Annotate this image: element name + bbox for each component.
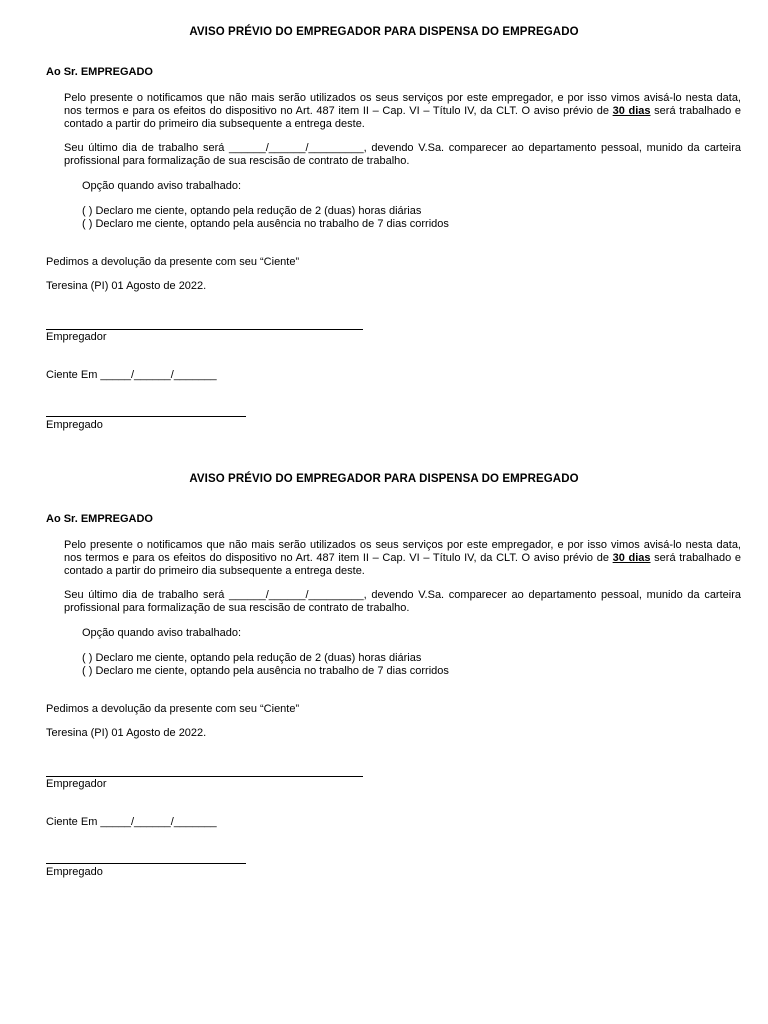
return-request: Pedimos a devolução da presente com seu “Ciente” xyxy=(46,256,300,268)
employee-label: Empregado xyxy=(46,866,103,878)
recipient-line: Ao Sr. EMPREGADO xyxy=(46,513,153,525)
acknowledgement-date: Ciente Em _____/______/_______ xyxy=(46,816,217,828)
return-request: Pedimos a devolução da presente com seu “Ciente” xyxy=(46,703,300,715)
option-reduction-hours: ( ) Declaro me ciente, optando pela redução de 2 (duas) horas diárias xyxy=(82,205,422,217)
notice-paragraph-2: Seu último dia de trabalho será ______/______/_________, devendo V.Sa. comparecer ao departamento pessoal, munido da carteira profissional para formalização de sua rescisão de contrato de trabalho. xyxy=(64,142,741,167)
paragraph-1-text-a: Pelo presente o notificamos que não mais serão utilizados os seus serviços por este empregador, e por isso vimos avisá-lo nesta data, nos termos e para os efeitos do dispositivo no Art. 487 item II – Cap. VI – Título IV, da CLT. O aviso prévio de xyxy=(64,539,741,564)
option-reduction-hours: ( ) Declaro me ciente, optando pela redução de 2 (duas) horas diárias xyxy=(82,652,422,664)
notice-title: AVISO PRÉVIO DO EMPREGADOR PARA DISPENSA DO EMPREGADO xyxy=(189,473,579,485)
employer-label: Empregador xyxy=(46,778,107,790)
notice-title: AVISO PRÉVIO DO EMPREGADOR PARA DISPENSA DO EMPREGADO xyxy=(189,26,579,38)
paragraph-1-text-b: será trabalhado e contado a partir do primeiro dia subsequente a entrega deste. xyxy=(64,552,741,577)
place-date: Teresina (PI) 01 Agosto de 2022. xyxy=(46,727,207,739)
notice-period-days: 30 dias xyxy=(612,552,651,564)
employee-label: Empregado xyxy=(46,419,103,431)
option-absence-days: ( ) Declaro me ciente, optando pela ausência no trabalho de 7 dias corridos xyxy=(82,665,449,677)
place-date: Teresina (PI) 01 Agosto de 2022. xyxy=(46,280,207,292)
acknowledgement-date: Ciente Em _____/______/_______ xyxy=(46,369,217,381)
notice-paragraph-2: Seu último dia de trabalho será ______/______/_________, devendo V.Sa. comparecer ao departamento pessoal, munido da carteira profissional para formalização de sua rescisão de contrato de trabalho. xyxy=(64,589,741,614)
employer-signature-line xyxy=(46,776,363,777)
recipient-line: Ao Sr. EMPREGADO xyxy=(46,66,153,78)
employee-signature-line xyxy=(46,416,246,417)
notice-copy-1 xyxy=(0,0,768,448)
employee-signature-line xyxy=(46,863,246,864)
notice-period-days: 30 dias xyxy=(612,105,651,117)
notice-copy-2 xyxy=(0,447,768,895)
employer-label: Empregador xyxy=(46,331,107,343)
notice-paragraph-1 xyxy=(64,92,741,131)
option-title: Opção quando aviso trabalhado: xyxy=(82,180,242,192)
employer-signature-line xyxy=(46,329,363,330)
notice-paragraph-1 xyxy=(64,539,741,578)
paragraph-1-text-a: Pelo presente o notificamos que não mais serão utilizados os seus serviços por este empregador, e por isso vimos avisá-lo nesta data, nos termos e para os efeitos do dispositivo no Art. 487 item II – Cap. VI – Título IV, da CLT. O aviso prévio de xyxy=(64,92,741,117)
paragraph-1-text-b: será trabalhado e contado a partir do primeiro dia subsequente a entrega deste. xyxy=(64,105,741,130)
option-title: Opção quando aviso trabalhado: xyxy=(82,627,242,639)
option-absence-days: ( ) Declaro me ciente, optando pela ausência no trabalho de 7 dias corridos xyxy=(82,218,449,230)
